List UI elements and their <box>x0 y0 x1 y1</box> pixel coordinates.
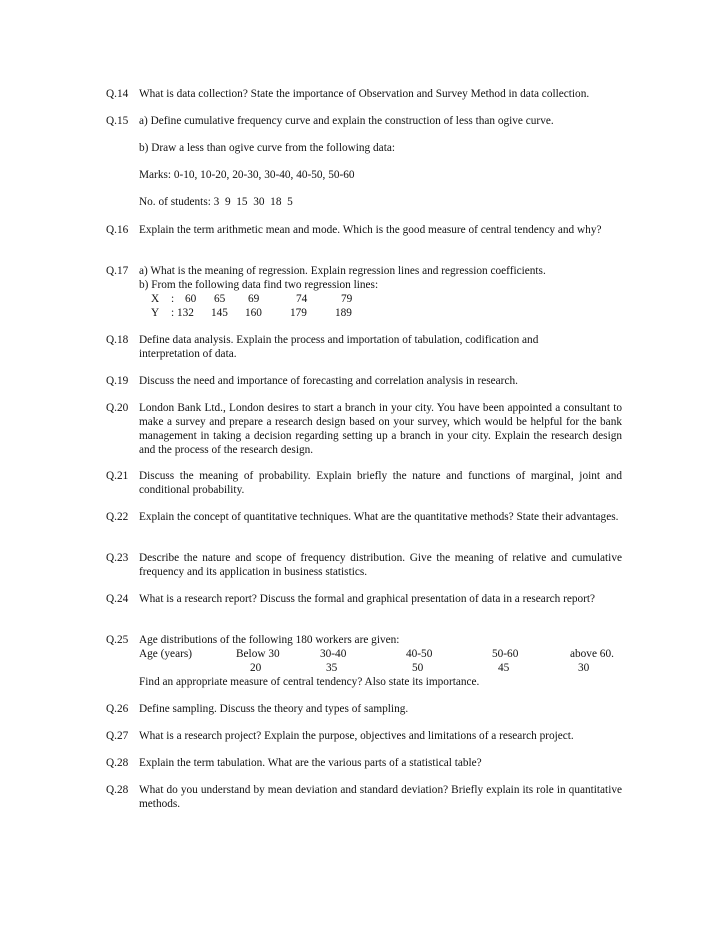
question-27 <box>106 729 622 743</box>
question-text: What do you understand by mean deviation and standard deviation? Briefly explain its role in quantitative methods. <box>139 784 622 810</box>
question-text: Age distributions of the following 180 workers are given: <box>139 634 400 646</box>
age-label: Age (years) <box>139 648 193 660</box>
y-value: 189 <box>335 307 352 319</box>
y-value: : 132 <box>171 307 194 319</box>
x-value: 74 <box>296 293 308 305</box>
y-value: 145 <box>211 307 228 319</box>
worker-count: 50 <box>412 662 424 674</box>
question-22 <box>106 510 622 524</box>
question-number: Q.19 <box>106 375 129 387</box>
age-range: above 60. <box>570 648 614 660</box>
question-14 <box>106 87 622 101</box>
question-number: Q.20 <box>106 402 129 414</box>
question-part-b: b) Draw a less than ogive curve from the following data: <box>139 142 395 154</box>
worker-count: 35 <box>326 662 338 674</box>
question-16 <box>106 223 622 237</box>
x-value: 69 <box>248 293 260 305</box>
question-followup: Find an appropriate measure of central tendency? Also state its importance. <box>139 676 480 688</box>
question-text: a) What is the meaning of regression. Explain regression lines and regression coefficients. <box>139 265 546 277</box>
question-19 <box>106 374 622 388</box>
worker-count: 30 <box>578 662 590 674</box>
question-25 <box>106 633 622 689</box>
question-number: Q.18 <box>106 334 129 346</box>
x-colon: : <box>171 293 175 305</box>
question-text: Describe the nature and scope of frequency distribution. Give the meaning of relative and cumulative frequency and its application in business statistics. <box>139 552 622 578</box>
question-28b <box>106 783 622 811</box>
question-26 <box>106 702 622 716</box>
question-text: Define sampling. Discuss the theory and types of sampling. <box>139 703 409 715</box>
y-values-row <box>139 306 622 320</box>
question-number: Q.27 <box>106 730 129 742</box>
question-text: Discuss the need and importance of forecasting and correlation analysis in research. <box>139 375 518 387</box>
x-value: 79 <box>341 293 353 305</box>
question-text: What is a research report? Discuss the formal and graphical presentation of data in a research report? <box>139 593 596 605</box>
question-text: a) Define cumulative frequency curve and explain the construction of less than ogive curve. <box>139 115 554 127</box>
question-number: Q.26 <box>106 703 129 715</box>
y-value: 179 <box>290 307 307 319</box>
worker-count: 45 <box>498 662 510 674</box>
students-data: No. of students: 3 9 15 30 18 5 <box>139 196 293 208</box>
age-range: 40-50 <box>406 648 433 660</box>
age-range: Below 30 <box>236 648 280 660</box>
question-number: Q.14 <box>106 88 129 100</box>
marks-data: Marks: 0-10, 10-20, 20-30, 30-40, 40-50, 50-60 <box>139 169 355 181</box>
question-18 <box>106 333 622 361</box>
x-value: 60 <box>185 293 197 305</box>
question-17 <box>106 264 622 320</box>
question-part-b: b) From the following data find two regression lines: <box>139 279 379 291</box>
question-number: Q.28 <box>106 757 129 769</box>
question-number: Q.23 <box>106 552 129 564</box>
question-number: Q.28 <box>106 784 129 796</box>
question-number: Q.17 <box>106 265 129 277</box>
question-number: Q.24 <box>106 593 129 605</box>
question-text: London Bank Ltd., London desires to start a branch in your city. You have been appointed a consultant to make a survey and prepare a research design based on your survey, which would be helpful for the bank management in taking a decision regarding setting up a branch in your city. Explain the research design and the process of the research design. <box>139 402 622 456</box>
y-value: 160 <box>245 307 262 319</box>
question-text: Define data analysis. Explain the process and importation of tabulation, codification and interpretation of data. <box>139 334 539 360</box>
age-range: 30-40 <box>320 648 347 660</box>
x-value: 65 <box>214 293 226 305</box>
question-text: Discuss the meaning of probability. Explain briefly the nature and functions of marginal, joint and conditional probability. <box>139 470 622 496</box>
y-label: Y <box>151 307 160 319</box>
age-header-row <box>139 647 622 661</box>
question-number: Q.25 <box>106 634 129 646</box>
question-20 <box>106 401 622 457</box>
x-values-row <box>139 292 622 306</box>
question-number: Q.21 <box>106 470 129 482</box>
question-15 <box>106 114 622 209</box>
question-21 <box>106 469 622 497</box>
question-text: What is data collection? State the importance of Observation and Survey Method in data collection. <box>139 88 590 100</box>
question-28a <box>106 756 622 770</box>
age-range: 50-60 <box>492 648 519 660</box>
question-text: Explain the concept of quantitative techniques. What are the quantitative methods? State their advantages. <box>139 511 619 523</box>
worker-count-row <box>139 661 622 675</box>
question-number: Q.16 <box>106 224 129 236</box>
worker-count: 20 <box>250 662 262 674</box>
x-label: X <box>151 293 160 305</box>
question-number: Q.15 <box>106 115 129 127</box>
question-24 <box>106 592 622 606</box>
question-number: Q.22 <box>106 511 129 523</box>
question-text: Explain the term tabulation. What are the various parts of a statistical table? <box>139 757 482 769</box>
question-text: Explain the term arithmetic mean and mode. Which is the good measure of central tendency and why? <box>139 224 602 236</box>
question-text: What is a research project? Explain the purpose, objectives and limitations of a research project. <box>139 730 574 742</box>
question-23 <box>106 551 622 579</box>
